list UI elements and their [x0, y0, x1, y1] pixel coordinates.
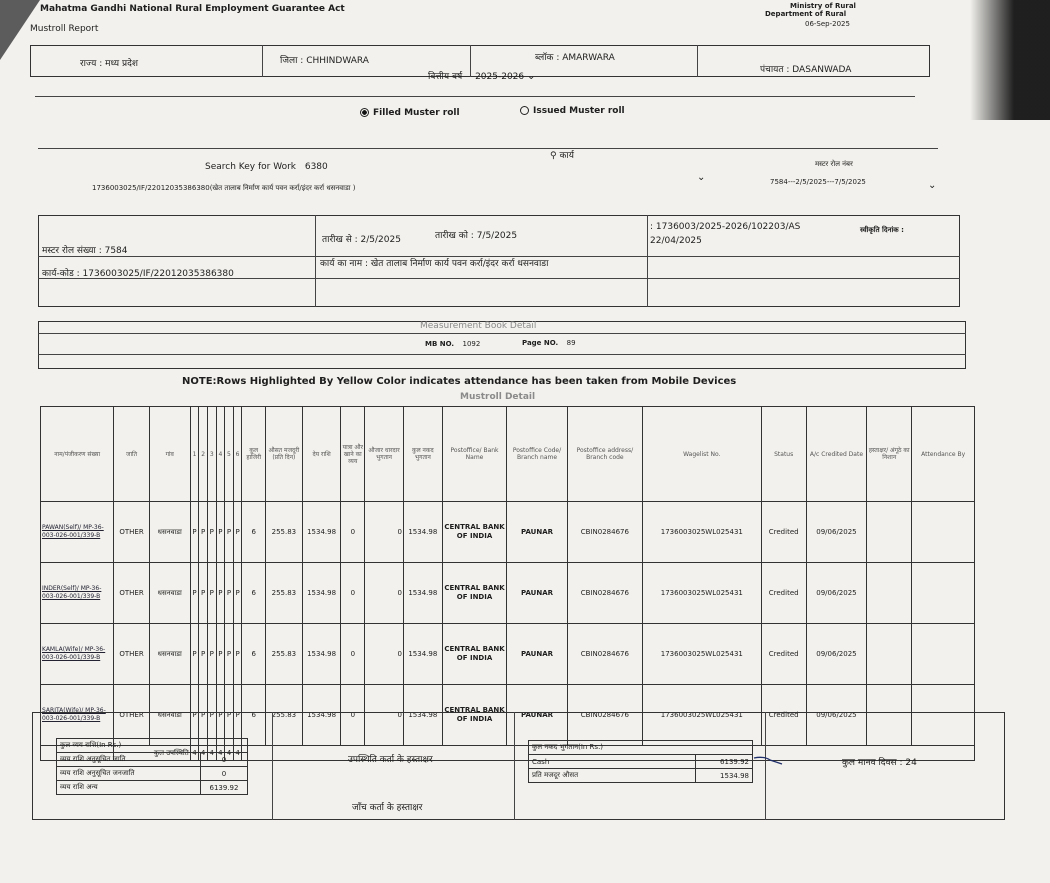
page-number-label: Page NO.: [522, 339, 559, 347]
table-row: [41, 563, 975, 624]
due-amount-cell: 1534.98: [302, 624, 341, 685]
category-cell: OTHER: [114, 624, 150, 685]
day-cell: P: [207, 502, 216, 563]
tool-payment-cell: 0: [365, 685, 404, 746]
total-days-cell: 6: [242, 563, 266, 624]
wagelist-cell: 1736003025WL025431: [643, 563, 762, 624]
col-branch-name: Postoffice Code/ Branch name: [507, 407, 567, 502]
from-date: तारीख से : 2/5/2025: [322, 235, 401, 245]
expense-sc-value: 0: [201, 753, 248, 767]
sanction-number: : 1736003/2025-2026/102203/AS: [650, 222, 801, 232]
worker-name-link[interactable]: INDER(Self)/ MP-36-003-026-001/339-B: [41, 563, 114, 624]
avg-per-worker-label: प्रति मजदूर औसत: [529, 769, 696, 783]
avg-wage-cell: 255.83: [266, 563, 303, 624]
status-cell: Credited: [761, 563, 806, 624]
tool-payment-cell: 0: [365, 624, 404, 685]
attendance-by-cell: [912, 563, 975, 624]
chevron-down-icon: ⌄: [527, 71, 536, 82]
work-search-link[interactable]: [550, 148, 574, 161]
issued-muster-radio[interactable]: [520, 106, 625, 116]
sanction-date: 22/04/2025: [650, 236, 702, 246]
travel-cell: 0: [341, 685, 365, 746]
table-header-row: [41, 407, 975, 502]
table-row: [41, 502, 975, 563]
mb-number-label: MB NO.: [425, 340, 455, 348]
col-credited-date: A/c Credited Date: [806, 407, 866, 502]
branch-code-cell: CBIN0284676: [567, 563, 642, 624]
village-cell: धसनवाडा: [149, 685, 190, 746]
radio-selected-icon: [360, 108, 369, 117]
muster-table: [40, 406, 975, 761]
col-day-4: 4: [216, 407, 225, 502]
sanction-date-label: स्वीकृति दिनांक :: [860, 226, 904, 234]
total-day-cell: 4: [216, 746, 225, 761]
status-cell: Credited: [761, 502, 806, 563]
avg-wage-cell: 255.83: [266, 624, 303, 685]
report-date: 06-Sep-2025: [805, 20, 850, 28]
col-total-days: कुल हाजिरी: [242, 407, 266, 502]
day-cell: P: [216, 502, 225, 563]
col-day-6: 6: [233, 407, 242, 502]
col-day-3: 3: [207, 407, 216, 502]
day-cell: P: [233, 624, 242, 685]
page-edge-shadow: [970, 0, 1050, 120]
measurement-book-title: Measurement Book Detail: [420, 321, 537, 331]
muster-number: मस्टर रोल संख्या : 7584: [42, 246, 128, 256]
col-attendance-by: Attendance By: [912, 407, 975, 502]
attendance-taker-signature: उपस्थिति कर्ता के हस्ताक्षर: [348, 755, 433, 765]
tool-payment-cell: 0: [365, 502, 404, 563]
col-name: नाम/पंजीकरण संख्या: [41, 407, 114, 502]
day-cell: P: [190, 624, 199, 685]
pen-mark: [752, 754, 784, 768]
issued-muster-label: Issued Muster roll: [533, 106, 625, 116]
total-day-cell: 4: [190, 746, 199, 761]
ministry-label: Ministry of Rural: [790, 2, 856, 10]
day-cell: P: [199, 563, 208, 624]
status-cell: Credited: [761, 685, 806, 746]
search-key-value: 6380: [304, 162, 328, 172]
wagelist-cell: 1736003025WL025431: [643, 685, 762, 746]
search-key-field[interactable]: [205, 162, 328, 172]
cash-payment-cell: 1534.98: [403, 563, 442, 624]
total-days-cell: 6: [242, 685, 266, 746]
state-field: राज्य : मध्य प्रदेश: [80, 59, 139, 69]
muster-select-value: 7584---2/5/2025---7/5/2025: [770, 178, 866, 186]
avg-wage-cell: 255.83: [266, 502, 303, 563]
total-day-cell: 4: [233, 746, 242, 761]
day-cell: P: [233, 563, 242, 624]
day-cell: P: [207, 563, 216, 624]
day-cell: P: [207, 685, 216, 746]
work-search-label: कार्य: [559, 151, 574, 161]
expense-st-label: व्यय राशि अनुसूचित जनजाति: [57, 767, 201, 781]
attendance-by-cell: [912, 502, 975, 563]
day-cell: P: [207, 624, 216, 685]
muster-select[interactable]: [770, 178, 866, 186]
signature-cell: [867, 563, 912, 624]
expense-summary-table: [56, 738, 248, 795]
day-cell: P: [199, 624, 208, 685]
col-travel: यात्रा और खाने का व्यय: [341, 407, 365, 502]
bank-name-cell: CENTRAL BANK OF INDIA: [442, 502, 507, 563]
chevron-down-icon[interactable]: ⌄: [928, 180, 937, 191]
day-cell: P: [199, 502, 208, 563]
credited-date-cell: 09/06/2025: [806, 502, 866, 563]
mb-number-value: 1092: [462, 340, 481, 348]
col-tool-payment: औजार धारदार भुगतान: [365, 407, 404, 502]
col-day-1: 1: [190, 407, 199, 502]
work-name: कार्य का नाम : खेत तालाब निर्माण कार्य पवन कर्रा/इंदर कर्रा धसनवाडा: [320, 259, 549, 269]
travel-cell: 0: [341, 563, 365, 624]
col-day-2: 2: [199, 407, 208, 502]
day-cell: P: [199, 685, 208, 746]
wagelist-cell: 1736003025WL025431: [643, 624, 762, 685]
day-cell: P: [190, 502, 199, 563]
avg-per-worker-value: 1534.98: [696, 769, 753, 783]
cash-title: कुल नकद भुगतान(In Rs.): [529, 741, 753, 755]
day-cell: P: [190, 563, 199, 624]
day-cell: P: [225, 685, 234, 746]
col-signature: हस्ताक्षर/ अंगूठे का निशान: [867, 407, 912, 502]
branch-code-cell: CBIN0284676: [567, 624, 642, 685]
total-workdays: कुल मानव दिवस : 24: [842, 758, 917, 768]
financial-year-label: वित्तीय वर्ष: [428, 72, 463, 82]
branch-name-cell: PAUNAR: [507, 502, 567, 563]
cash-label: Cash: [529, 755, 696, 769]
branch-name-cell: PAUNAR: [507, 563, 567, 624]
credited-date-cell: 09/06/2025: [806, 563, 866, 624]
branch-code-cell: CBIN0284676: [567, 685, 642, 746]
work-select[interactable]: [92, 184, 355, 193]
checker-signature: जाँच कर्ता के हस्ताक्षर: [352, 803, 423, 813]
day-cell: P: [225, 563, 234, 624]
tool-payment-cell: 0: [365, 563, 404, 624]
worker-name-link[interactable]: SARITA(Wife)/ MP-36-003-026-001/339-B: [41, 685, 114, 746]
to-date: तारीख को : 7/5/2025: [435, 231, 518, 241]
bank-name-cell: CENTRAL BANK OF INDIA: [442, 685, 507, 746]
financial-year-select[interactable]: [428, 69, 535, 82]
attendance-by-cell: [912, 624, 975, 685]
day-cell: P: [216, 563, 225, 624]
total-day-cell: 4: [225, 746, 234, 761]
wagelist-cell: 1736003025WL025431: [643, 502, 762, 563]
travel-cell: 0: [341, 502, 365, 563]
due-amount-cell: 1534.98: [302, 685, 341, 746]
status-cell: Credited: [761, 624, 806, 685]
total-days-cell: 6: [242, 624, 266, 685]
cash-value: 6139.92: [696, 755, 753, 769]
expense-st-value: 0: [201, 767, 248, 781]
cash-payment-cell: 1534.98: [403, 685, 442, 746]
cash-payment-cell: 1534.98: [403, 624, 442, 685]
branch-name-cell: PAUNAR: [507, 624, 567, 685]
worker-name-link[interactable]: KAMLA(Wife)/ MP-36-003-026-001/339-B: [41, 624, 114, 685]
category-cell: OTHER: [114, 502, 150, 563]
branch-code-cell: CBIN0284676: [567, 502, 642, 563]
day-cell: P: [216, 685, 225, 746]
expense-sc-label: व्यय राशि अनुसूचित जाति: [57, 753, 201, 767]
mb-number: [425, 340, 480, 348]
search-icon: ⚲: [550, 151, 557, 161]
village-cell: धसनवाडा: [149, 563, 190, 624]
travel-cell: 0: [341, 624, 365, 685]
total-day-cell: 4: [207, 746, 216, 761]
work-select-value: 1736003025/IF/22012035386380(खेत तालाब निर्माण कार्य पवन कर्रा/इंदर कर्रा धसनवाडा ): [92, 184, 356, 192]
work-code: कार्य-कोड : 1736003025/IF/22012035386380: [42, 269, 234, 279]
block-field: ब्लॉक : AMARWARA: [535, 53, 615, 63]
due-amount-cell: 1534.98: [302, 563, 341, 624]
totals-label: कुल उपस्थिति: [114, 746, 190, 761]
village-cell: धसनवाडा: [149, 624, 190, 685]
col-wagelist-no: Wagelist No.: [643, 407, 762, 502]
financial-year-value: 2025-2026: [475, 72, 525, 82]
page-number: [522, 339, 576, 347]
mobile-attendance-note: NOTE:Rows Highlighted By Yellow Color indicates attendance has been taken from Mobile Devices: [182, 376, 737, 387]
table-row: [41, 624, 975, 685]
credited-date-cell: 09/06/2025: [806, 624, 866, 685]
filled-muster-radio[interactable]: [360, 108, 460, 118]
report-title: Mustroll Report: [30, 24, 99, 34]
day-cell: P: [190, 685, 199, 746]
col-bank-name: Postoffice/ Bank Name: [442, 407, 507, 502]
act-title: Mahatma Gandhi National Rural Employment Guarantee Act: [40, 4, 345, 14]
avg-wage-cell: 255.83: [266, 685, 303, 746]
chevron-down-icon[interactable]: ⌄: [697, 172, 706, 183]
district-field: जिला : CHHINDWARA: [280, 56, 369, 66]
search-key-label: Search Key for Work: [205, 162, 296, 172]
col-due-amount: देय राशि: [302, 407, 341, 502]
expense-other-value: 6139.92: [201, 781, 248, 795]
due-amount-cell: 1534.98: [302, 502, 341, 563]
total-day-cell: 4: [199, 746, 208, 761]
signature-cell: [867, 502, 912, 563]
category-cell: OTHER: [114, 685, 150, 746]
cash-payment-cell: 1534.98: [403, 502, 442, 563]
department-label: Department of Rural: [765, 10, 847, 18]
day-cell: P: [233, 502, 242, 563]
branch-name-cell: PAUNAR: [507, 685, 567, 746]
signature-cell: [867, 624, 912, 685]
day-cell: P: [216, 624, 225, 685]
page-number-value: 89: [566, 339, 576, 347]
day-cell: P: [225, 624, 234, 685]
worker-name-link[interactable]: PAWAN(Self)/ MP-36-003-026-001/339-B: [41, 502, 114, 563]
day-cell: P: [233, 685, 242, 746]
col-status: Status: [761, 407, 806, 502]
col-day-5: 5: [225, 407, 234, 502]
radio-unselected-icon: [520, 106, 529, 115]
col-branch-code: Postoffice address/ Branch code: [567, 407, 642, 502]
day-cell: P: [225, 502, 234, 563]
bank-name-cell: CENTRAL BANK OF INDIA: [442, 563, 507, 624]
total-days-cell: 6: [242, 502, 266, 563]
col-category: जाति: [114, 407, 150, 502]
expense-title: कुल व्यय राशि(In Rs.): [57, 739, 248, 753]
bank-name-cell: CENTRAL BANK OF INDIA: [442, 624, 507, 685]
category-cell: OTHER: [114, 563, 150, 624]
village-cell: धसनवाडा: [149, 502, 190, 563]
cash-summary-table: [528, 740, 753, 783]
expense-other-label: व्यय राशि अन्य: [57, 781, 201, 795]
credited-date-cell: 09/06/2025: [806, 685, 866, 746]
col-cash-payment: कुल नकद भुगतान: [403, 407, 442, 502]
col-avg-wage: औसत मजदूरी (प्रति दिन): [266, 407, 303, 502]
muster-select-label: मस्टर रोल नंबर: [815, 160, 853, 168]
panchayat-field: पंचायत : DASANWADA: [760, 65, 852, 75]
col-village: गांव: [149, 407, 190, 502]
filled-muster-label: Filled Muster roll: [373, 108, 460, 118]
mustroll-detail-title: Mustroll Detail: [460, 392, 536, 402]
